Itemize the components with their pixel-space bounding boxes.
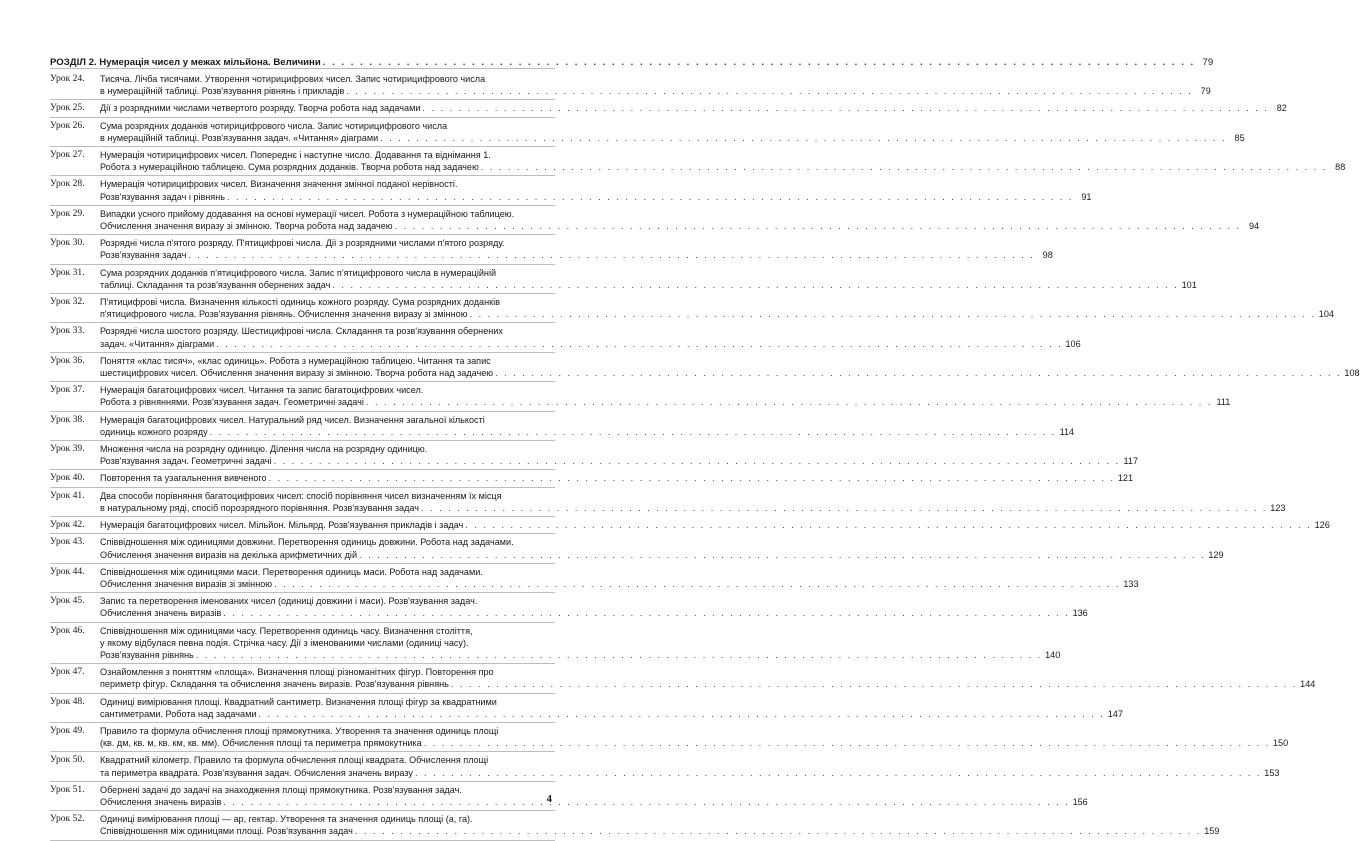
lesson-description bbox=[100, 296, 1334, 320]
lesson-entry bbox=[50, 294, 1334, 323]
lesson-line bbox=[100, 725, 1288, 737]
lesson-description bbox=[100, 519, 1330, 531]
lesson-description bbox=[100, 725, 1288, 749]
lesson-text: Обчислення значення виразів зі змінною bbox=[100, 578, 273, 589]
lesson-text: Обчислення значень виразів bbox=[100, 796, 222, 807]
leader-dots bbox=[323, 57, 1195, 68]
lesson-page: 114 bbox=[1059, 426, 1075, 437]
lesson-page: 123 bbox=[1270, 502, 1286, 513]
lesson-line bbox=[100, 696, 1123, 708]
lesson-text: Повторення та узагальнення вивченого bbox=[100, 473, 267, 484]
lesson-entry bbox=[50, 147, 1346, 176]
lesson-line bbox=[100, 367, 1360, 379]
lesson-text: Робота з нумераційною таблицею. Сума розрядних доданків. Творча робота над задачею bbox=[100, 162, 479, 173]
lesson-entry bbox=[50, 176, 1092, 205]
lesson-label: Урок 45. bbox=[50, 595, 85, 607]
lesson-line bbox=[100, 296, 1334, 308]
lesson-text: одиниць кожного розряду bbox=[100, 426, 208, 437]
leader-dots bbox=[495, 367, 1341, 379]
lesson-line bbox=[100, 455, 1138, 467]
lesson-line bbox=[100, 708, 1123, 720]
lesson-text: Обернені задачі до задачі на знаходження площі прямокутника. Розв'язування задач. bbox=[100, 784, 462, 795]
lesson-text: Запис та перетворення іменованих чисел (одиниці довжини і маси). Розв'язування задач. bbox=[100, 596, 478, 607]
lesson-entry bbox=[50, 470, 1134, 487]
lesson-entry bbox=[50, 723, 1289, 752]
lesson-description bbox=[100, 102, 1287, 114]
leader-dots bbox=[380, 132, 1226, 144]
lesson-line bbox=[100, 384, 1230, 396]
lesson-text: Тисяча. Лічба тисячами. Утворення чотирицифрових чисел. Запис чотирицифрового числа bbox=[100, 74, 486, 84]
lesson-text: Два способи порівняння багатоцифрових чисел: спосіб порівняння чисел визначенням їх місця bbox=[100, 490, 502, 501]
lesson-entry bbox=[50, 752, 1280, 781]
leader-dots bbox=[422, 102, 1268, 114]
lesson-text: таблиці. Складання та розв'язування обернених задач bbox=[100, 279, 331, 290]
leader-dots bbox=[481, 161, 1327, 173]
lesson-line bbox=[100, 502, 1285, 514]
lesson-text: Нумерація багатоцифрових чисел. Натуральний ряд чисел. Визначення загальної кількості bbox=[100, 414, 485, 425]
lesson-label: Урок 37. bbox=[50, 384, 85, 396]
lesson-entry bbox=[50, 206, 1260, 235]
lesson-description bbox=[100, 813, 1219, 837]
lesson-description bbox=[100, 566, 1139, 590]
lesson-page: 136 bbox=[1072, 608, 1088, 619]
lesson-line bbox=[100, 396, 1230, 408]
lesson-line bbox=[100, 191, 1091, 203]
leader-dots bbox=[415, 767, 1261, 779]
leader-dots bbox=[274, 578, 1120, 590]
lesson-page: 79 bbox=[1200, 86, 1211, 97]
lesson-entry bbox=[50, 118, 1245, 147]
lesson-entry bbox=[50, 564, 1139, 593]
lesson-page: 108 bbox=[1344, 368, 1360, 379]
lesson-text: Нумерація багатоцифрових чисел. Читання та запис багатоцифрових чисел. bbox=[100, 385, 424, 396]
lesson-entry bbox=[50, 623, 1061, 665]
lesson-text: Розв'язування задач і рівнянь bbox=[100, 191, 225, 202]
lesson-text: Множення числа на розрядну одиницю. Ділення числа на розрядну одиницю. bbox=[100, 444, 428, 455]
lesson-label: Урок 28. bbox=[50, 178, 85, 190]
lesson-entry bbox=[50, 323, 1081, 352]
lesson-line bbox=[100, 472, 1133, 484]
lesson-page: 94 bbox=[1248, 221, 1260, 232]
lesson-text: Співвідношення між одиницями маси. Перетворення одиниць маси. Робота над задачами. bbox=[100, 566, 483, 577]
lesson-line bbox=[100, 178, 1091, 190]
lesson-line bbox=[100, 249, 1053, 261]
lesson-description bbox=[100, 237, 1053, 261]
lesson-entry bbox=[50, 593, 1088, 622]
lesson-text: периметр фігур. Складання та обчислення значень виразів. Розв'язування рівнянь bbox=[100, 679, 449, 690]
lesson-line bbox=[100, 220, 1259, 232]
lesson-label: Урок 41. bbox=[50, 489, 85, 501]
lesson-page: 91 bbox=[1081, 191, 1092, 202]
lesson-description bbox=[100, 696, 1123, 720]
lesson-line bbox=[100, 578, 1139, 590]
lesson-line bbox=[100, 796, 1088, 808]
lesson-page: 159 bbox=[1204, 826, 1220, 837]
lesson-text: Обчислення значення виразу зі змінною. Творча робота над задачею bbox=[100, 221, 393, 232]
lesson-text: задач. «Читання» діаграми bbox=[100, 338, 215, 349]
lesson-description bbox=[100, 384, 1230, 408]
lesson-entry bbox=[50, 235, 1053, 264]
lesson-entry bbox=[50, 382, 1231, 411]
lesson-description bbox=[100, 208, 1259, 232]
lesson-text: Нумерація чотирицифрових чисел. Визначення значення змінної поданої нерівності. bbox=[100, 179, 458, 190]
leader-dots bbox=[451, 678, 1297, 690]
lesson-text: (кв. дм, кв. м, кв. км, кв. мм). Обчислення площі та периметра прямокутника bbox=[100, 738, 422, 749]
lesson-description bbox=[100, 178, 1091, 202]
lesson-text: Квадратний кілометр. Правило та формула обчислення площі квадрата. Обчислення площі bbox=[100, 755, 489, 766]
lesson-description bbox=[100, 784, 1088, 808]
lesson-text: Робота з рівняннями. Розв'язування задач. Геометричні задачі bbox=[100, 397, 364, 408]
lesson-entry bbox=[50, 353, 1360, 382]
lesson-line bbox=[100, 767, 1279, 779]
leader-dots bbox=[196, 649, 1042, 661]
lesson-line bbox=[100, 149, 1345, 161]
lesson-page: 133 bbox=[1123, 578, 1139, 589]
lesson-description bbox=[100, 754, 1279, 778]
lesson-entry bbox=[50, 534, 1224, 563]
lesson-description bbox=[100, 325, 1081, 349]
lesson-text: Розв'язування задач bbox=[100, 250, 187, 261]
lesson-line bbox=[100, 490, 1285, 502]
lesson-page: 101 bbox=[1181, 279, 1197, 290]
lesson-text: сантиметрами. Робота над задачами bbox=[100, 708, 257, 719]
lesson-page: 88 bbox=[1335, 162, 1346, 173]
leader-dots bbox=[470, 308, 1316, 320]
lesson-text: Поняття «клас тисяч», «клас одиниць». Робота з нумераційною таблицею. Читання та запис bbox=[100, 355, 491, 366]
lesson-description bbox=[100, 120, 1245, 144]
lesson-line bbox=[100, 649, 1060, 661]
lesson-page: 129 bbox=[1208, 549, 1224, 560]
lesson-label: Урок 30. bbox=[50, 237, 85, 249]
lesson-line bbox=[100, 825, 1219, 837]
lesson-label: Урок 29. bbox=[50, 207, 85, 219]
lesson-label: Урок 33. bbox=[50, 325, 85, 337]
leader-dots bbox=[223, 607, 1069, 619]
lesson-line bbox=[100, 414, 1074, 426]
lesson-label: Урок 32. bbox=[50, 296, 85, 308]
lesson-description bbox=[100, 595, 1088, 619]
lesson-text: Співвідношення між одиницями площі. Розв'язування задач bbox=[100, 826, 353, 837]
lesson-label: Урок 50. bbox=[50, 754, 85, 766]
leader-dots bbox=[269, 472, 1115, 484]
lesson-entry bbox=[50, 488, 1286, 517]
lesson-label: Урок 46. bbox=[50, 624, 85, 636]
lesson-line bbox=[100, 566, 1139, 578]
section-heading bbox=[50, 50, 1214, 69]
lesson-entry bbox=[50, 664, 1316, 693]
lesson-text: та периметра квадрата. Розв'язування задач. Обчислення значень виразу bbox=[100, 767, 413, 778]
lesson-line bbox=[100, 120, 1245, 132]
lesson-page: 144 bbox=[1300, 679, 1316, 690]
lesson-entry bbox=[50, 811, 1220, 840]
lesson-label: Урок 43. bbox=[50, 536, 85, 548]
leader-dots bbox=[216, 338, 1062, 350]
lesson-page: 153 bbox=[1264, 767, 1280, 778]
lesson-text: Ознайомлення з поняттям «площа». Визначення площі різноманітних фігур. Повторення про bbox=[100, 667, 494, 678]
section-title: РОЗДІЛ 2. Нумерація чисел у межах мільйона. Величини bbox=[50, 57, 321, 68]
lesson-label: Урок 48. bbox=[50, 695, 85, 707]
lesson-line bbox=[100, 426, 1074, 438]
lesson-entry bbox=[50, 100, 1287, 117]
lesson-description bbox=[100, 267, 1197, 291]
lesson-line bbox=[100, 308, 1334, 320]
lesson-label: Урок 42. bbox=[50, 519, 85, 531]
lesson-line bbox=[100, 536, 1224, 548]
leader-dots bbox=[395, 220, 1241, 232]
lesson-text: Правило та формула обчислення площі прямокутника. Утворення та значення одиниць площі bbox=[100, 725, 499, 736]
lesson-entry bbox=[50, 694, 1123, 723]
lesson-line bbox=[100, 595, 1088, 607]
lesson-label: Урок 31. bbox=[50, 266, 85, 278]
leader-dots bbox=[359, 549, 1205, 561]
lesson-page: 111 bbox=[1216, 397, 1231, 408]
lesson-text: Одиниці вимірювання площі — ар, гектар. Утворення та значення одиниць площі (а, га). bbox=[100, 814, 473, 825]
lesson-description bbox=[100, 472, 1133, 484]
lesson-text: в нумераційній таблиці. Розв'язування задач. «Читання» діаграми bbox=[100, 132, 379, 143]
lesson-text: Дії з розрядними числами четвертого розряду. Творча робота над задачами bbox=[100, 103, 421, 114]
lesson-page: 140 bbox=[1045, 649, 1061, 660]
lesson-entry bbox=[50, 782, 1088, 811]
lesson-text: Нумерація багатоцифрових чисел. Мільйон. Мільярд. Розв'язування прикладів і задач bbox=[100, 520, 464, 531]
lesson-page: 106 bbox=[1065, 338, 1081, 349]
lesson-label: Урок 40. bbox=[50, 472, 85, 484]
lesson-line bbox=[100, 549, 1224, 561]
lesson-label: Урок 27. bbox=[50, 149, 85, 161]
lesson-description bbox=[100, 625, 1060, 662]
lesson-page: 147 bbox=[1107, 708, 1123, 719]
lesson-label: Урок 51. bbox=[50, 783, 85, 795]
lesson-text: Розрядні числа п'ятого розряду. П'ятицифрові числа. Дії з розрядними числами п'ятого розряду. bbox=[100, 238, 505, 249]
lesson-entry bbox=[50, 517, 1330, 534]
lesson-label: Урок 25. bbox=[50, 102, 85, 114]
lesson-label: Урок 39. bbox=[50, 443, 85, 455]
lesson-text: Обчислення значення виразів на декілька арифметичних дій bbox=[100, 549, 358, 560]
lesson-page: 126 bbox=[1314, 520, 1330, 531]
lesson-entry bbox=[50, 71, 1211, 100]
lesson-line bbox=[100, 607, 1088, 619]
lesson-label: Урок 47. bbox=[50, 666, 85, 678]
leader-dots bbox=[424, 737, 1270, 749]
lesson-page: 98 bbox=[1042, 250, 1053, 261]
lesson-line bbox=[100, 519, 1330, 531]
lesson-description bbox=[100, 73, 1211, 97]
leader-dots bbox=[421, 502, 1267, 514]
lesson-text: Одиниці вимірювання площі. Квадратний сантиметр. Визначення площі фігур за квадратними bbox=[100, 696, 497, 707]
lesson-line bbox=[100, 625, 1060, 637]
lesson-label: Урок 49. bbox=[50, 724, 85, 736]
lesson-text: Розв'язування рівнянь bbox=[100, 649, 194, 660]
leader-dots bbox=[465, 519, 1311, 531]
lesson-description bbox=[100, 490, 1285, 514]
lesson-line bbox=[100, 355, 1360, 367]
lesson-page: 85 bbox=[1234, 132, 1245, 143]
lesson-line bbox=[100, 279, 1197, 291]
lesson-page: 121 bbox=[1117, 473, 1134, 484]
lesson-description bbox=[100, 536, 1224, 560]
lesson-text: в натуральному ряді, спосіб порозрядного порівняння. Розв'язування задач bbox=[100, 502, 419, 513]
lesson-text: у якому відбулася певна подія. Стрічка часу. Дії з іменованими числами (одиниці часу). bbox=[100, 637, 469, 648]
lesson-line bbox=[100, 737, 1288, 749]
lesson-text: в нумераційній таблиці. Розв'язування рівнянь і прикладів bbox=[100, 86, 345, 97]
lesson-page: 104 bbox=[1318, 309, 1334, 320]
lesson-line bbox=[100, 208, 1259, 220]
lesson-label: Урок 44. bbox=[50, 565, 85, 577]
lesson-line bbox=[100, 237, 1053, 249]
lesson-text: Співвідношення між одиницями часу. Перетворення одиниць часу. Визначення століття, bbox=[100, 625, 473, 636]
lesson-description bbox=[100, 414, 1074, 438]
lesson-text: шестицифрових чисел. Обчислення значення виразу зі змінною. Творча робота над задачею bbox=[100, 368, 494, 379]
lesson-label: Урок 38. bbox=[50, 413, 85, 425]
lesson-page: 156 bbox=[1072, 796, 1088, 807]
lesson-line bbox=[100, 161, 1345, 173]
lesson-label: Урок 36. bbox=[50, 354, 85, 366]
leader-dots bbox=[223, 796, 1069, 808]
lesson-line bbox=[100, 325, 1081, 337]
lesson-label: Урок 24. bbox=[50, 73, 85, 84]
lesson-text: П'ятицифрові числа. Визначення кількості одиниць кожного розряду. Сума розрядних доданків bbox=[100, 297, 500, 308]
lesson-line bbox=[100, 267, 1197, 279]
lesson-text: Нумерація чотирицифрових чисел. Попереднє і наступне число. Додавання та віднімання 1. bbox=[100, 150, 491, 161]
lesson-description bbox=[100, 355, 1360, 379]
lesson-label: Урок 26. bbox=[50, 119, 85, 131]
leader-dots bbox=[210, 426, 1056, 438]
lesson-description bbox=[100, 443, 1138, 467]
lesson-line bbox=[100, 666, 1315, 678]
lesson-line bbox=[100, 443, 1138, 455]
leader-dots bbox=[258, 708, 1104, 720]
lesson-line bbox=[100, 338, 1081, 350]
leader-dots bbox=[355, 825, 1201, 837]
leader-dots bbox=[332, 279, 1178, 291]
section-page: 79 bbox=[1202, 57, 1214, 68]
leader-dots bbox=[366, 396, 1212, 408]
lesson-text: Сума розрядних доданків п'ятицифрового числа. Запис п'ятицифрового числа в нумераційній bbox=[100, 267, 497, 278]
lesson-label: Урок 52. bbox=[50, 813, 85, 825]
lesson-line bbox=[100, 813, 1219, 825]
lesson-text: п'ятицифрового числа. Розв'язування рівнянь. Обчислення значення виразу зі змінною bbox=[100, 309, 468, 320]
table-of-contents bbox=[50, 50, 1360, 841]
leader-dots bbox=[227, 191, 1073, 203]
lesson-text: Обчислення значень виразів bbox=[100, 608, 222, 619]
lesson-text: Сума розрядних доданків чотирицифрового числа. Запис чотирицифрового числа bbox=[100, 120, 448, 131]
lesson-page: 150 bbox=[1273, 738, 1289, 749]
lesson-text: Розрядні числа шостого розряду. Шестицифрові числа. Складання та розв'язування обернених bbox=[100, 326, 503, 337]
lesson-description bbox=[100, 666, 1315, 690]
lesson-list bbox=[50, 71, 1360, 841]
lesson-line bbox=[100, 637, 1060, 649]
lesson-line bbox=[100, 784, 1088, 796]
lesson-page: 117 bbox=[1123, 456, 1139, 467]
lesson-text: Випадки усного прийому додавання на основі нумерації чисел. Робота з нумераційною таблицею. bbox=[100, 208, 515, 219]
lesson-line bbox=[100, 678, 1315, 690]
lesson-line bbox=[100, 73, 1211, 85]
lesson-line bbox=[100, 754, 1279, 766]
lesson-line bbox=[100, 85, 1211, 97]
lesson-text: Співвідношення між одиницями довжини. Перетворення одиниць довжини. Робота над задачами. bbox=[100, 537, 514, 548]
leader-dots bbox=[346, 85, 1192, 97]
lesson-line bbox=[100, 132, 1245, 144]
leader-dots bbox=[274, 455, 1120, 467]
lesson-description bbox=[100, 149, 1345, 173]
page-number: 4 bbox=[546, 793, 552, 805]
lesson-entry bbox=[50, 265, 1197, 294]
lesson-line bbox=[100, 102, 1287, 114]
lesson-entry bbox=[50, 441, 1139, 470]
lesson-entry bbox=[50, 412, 1075, 441]
lesson-text: Розв'язування задач. Геометричні задачі bbox=[100, 456, 272, 467]
lesson-page: 82 bbox=[1276, 103, 1287, 114]
leader-dots bbox=[188, 249, 1034, 261]
